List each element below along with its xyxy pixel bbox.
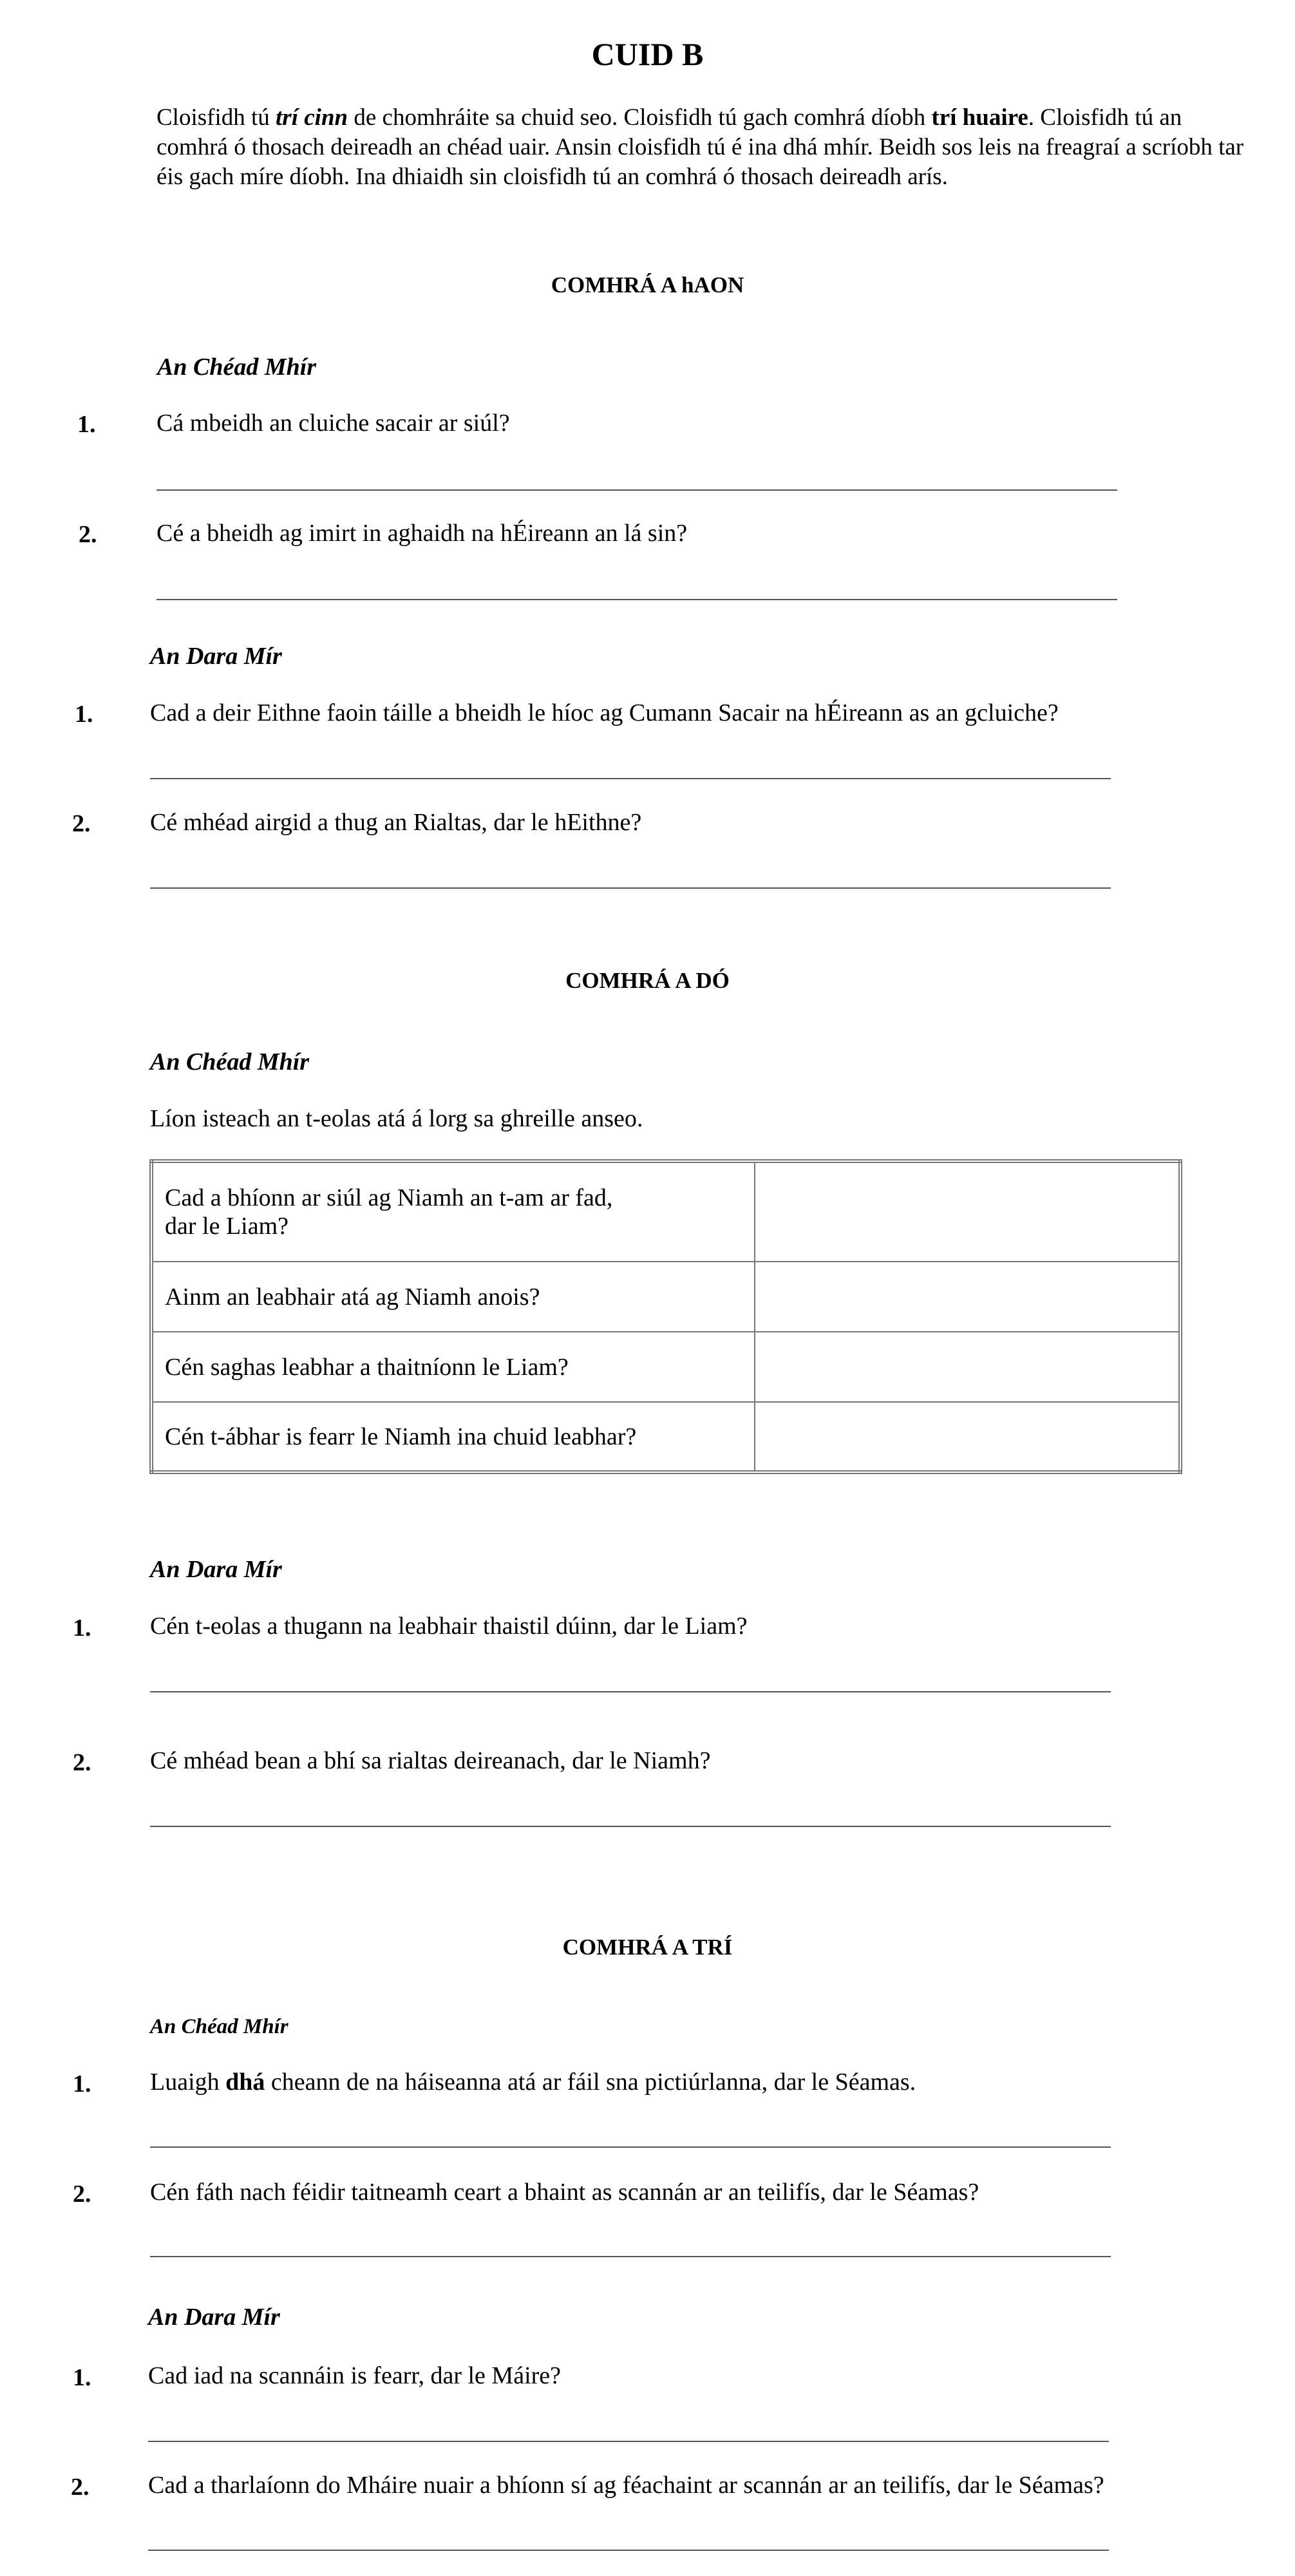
grid-answer-cell[interactable] — [755, 1402, 1180, 1472]
c2-instruction: Líon isteach an t-eolas atá á lorg sa ghreille anseo. — [150, 1105, 643, 1132]
c3-p2-q1-number: 1. — [73, 2364, 91, 2391]
c2-p2-q2-text: Cé mhéad bean a bhí sa rialtas deireanach, dar le Niamh? — [150, 1747, 711, 1774]
conversation-3-heading: COMHRÁ A TRÍ — [562, 1935, 733, 1960]
c1-p1-q2-text: Cé a bheidh ag imirt in aghaidh na hÉireann an lá sin? — [156, 520, 688, 547]
c1-p1-q1-number: 1. — [77, 411, 96, 438]
grid-question — [151, 1161, 755, 1262]
grid-question: Cén t-ábhar is fearr le Niamh ina chuid leabhar? — [151, 1402, 755, 1472]
c3-p1-q1-text-b: cheann de na háiseanna atá ar fáil sna pictiúrlanna, dar le Séamas. — [265, 2069, 916, 2096]
c1-p2-q1-text: Cad a deir Eithne faoin táille a bheidh le híoc ag Cumann Sacair na hÉireann as an gcluiche? — [150, 699, 1059, 726]
intro-strong: trí huaire — [931, 104, 1028, 131]
c2-p2-q1-answer-line[interactable] — [150, 1691, 1111, 1692]
grid-row — [151, 1402, 1180, 1472]
page-title: CUID B — [591, 36, 704, 72]
c3-p1-q2-answer-line[interactable] — [150, 2256, 1111, 2257]
c3-p2-q1-text: Cad iad na scannáin is fearr, dar le Máire? — [148, 2362, 562, 2389]
c1-part2-label: An Dara Mír — [150, 643, 282, 670]
c1-p1-q2-number: 2. — [79, 521, 97, 548]
grid-question: Cén saghas leabhar a thaitníonn le Liam? — [151, 1332, 755, 1402]
c1-p2-q2-text: Cé mhéad airgid a thug an Rialtas, dar le hEithne? — [150, 809, 642, 836]
c2-p2-q2-answer-line[interactable] — [150, 1826, 1111, 1827]
c1-p2-q1-number: 1. — [75, 701, 93, 728]
c1-p1-q2-answer-line[interactable] — [156, 599, 1117, 600]
grid-answer-cell[interactable] — [755, 1262, 1180, 1332]
grid-row — [151, 1161, 1180, 1262]
c1-p2-q2-number: 2. — [72, 810, 91, 837]
c3-p1-q2-number: 2. — [73, 2181, 91, 2208]
c3-p1-q1-bold: dhá — [225, 2069, 265, 2096]
c1-p2-q2-answer-line[interactable] — [150, 887, 1111, 889]
grid-answer-cell[interactable] — [755, 1161, 1180, 1262]
c3-p1-q1-answer-line[interactable] — [150, 2146, 1111, 2148]
intro-text-2: de chomhráite sa chuid seo. Cloisfidh tú gach comhrá díobh — [348, 104, 932, 131]
instructions-paragraph — [156, 103, 1245, 192]
c3-part1-label: An Chéad Mhír — [150, 2015, 288, 2038]
c3-p1-q1-text-a: Luaigh — [150, 2069, 226, 2096]
c1-part1-label: An Chéad Mhír — [157, 354, 317, 381]
c2-p2-q1-number: 1. — [73, 1615, 91, 1642]
c2-part1-label: An Chéad Mhír — [150, 1048, 310, 1075]
c2-p2-q1-text: Cén t-eolas a thugann na leabhair thaistil dúinn, dar le Liam? — [150, 1613, 748, 1640]
grid-question-line2: dar le Liam? — [165, 1213, 289, 1240]
intro-text-1: Cloisfidh tú — [156, 104, 276, 131]
c3-p2-q2-answer-line[interactable] — [148, 2550, 1109, 2551]
grid-question: Ainm an leabhair atá ag Niamh anois? — [151, 1262, 755, 1332]
c3-p1-q1-number: 1. — [73, 2070, 91, 2098]
intro-emphasis: trí cinn — [276, 104, 348, 131]
c3-p2-q2-text: Cad a tharlaíonn do Mháire nuair a bhíonn sí ag féachaint ar scannán ar an teilifís, dar le Séamas? — [148, 2472, 1104, 2499]
c1-p1-q1-answer-line[interactable] — [156, 489, 1117, 491]
grid-row — [151, 1262, 1180, 1332]
grid-question-line1: Cad a bhíonn ar siúl ag Niamh an t-am ar fad, — [165, 1184, 613, 1211]
answer-grid — [149, 1159, 1182, 1474]
c1-p2-q1-answer-line[interactable] — [150, 778, 1111, 779]
grid-answer-cell[interactable] — [755, 1332, 1180, 1402]
intro-text-3: . Cloisfidh tú an comhrá ó thosach deireadh an chéad uair. Ansin cloisfidh tú é ina dhá mhír. Beidh sos leis na freagraí a scríobh tar éis gach míre díobh. Ina dhiaidh sin cloisfidh tú an comhrá ó thosach deireadh arís. — [156, 104, 1244, 190]
c3-p1-q1-text — [150, 2068, 916, 2096]
grid-row — [151, 1332, 1180, 1402]
c2-part2-label: An Dara Mír — [150, 1556, 282, 1583]
c3-p2-q1-answer-line[interactable] — [148, 2441, 1109, 2442]
c3-p2-q2-number: 2. — [71, 2474, 90, 2501]
c1-p1-q1-text: Cá mbeidh an cluiche sacair ar siúl? — [156, 410, 510, 437]
c3-p1-q2-text: Cén fáth nach féidir taitneamh ceart a bhaint as scannán ar an teilifís, dar le Séamas? — [150, 2179, 979, 2206]
c2-p2-q2-number: 2. — [73, 1749, 91, 1776]
conversation-1-heading: COMHRÁ A hAON — [551, 272, 744, 298]
conversation-2-heading: COMHRÁ A DÓ — [565, 968, 730, 993]
c3-part2-label: An Dara Mír — [148, 2304, 280, 2331]
